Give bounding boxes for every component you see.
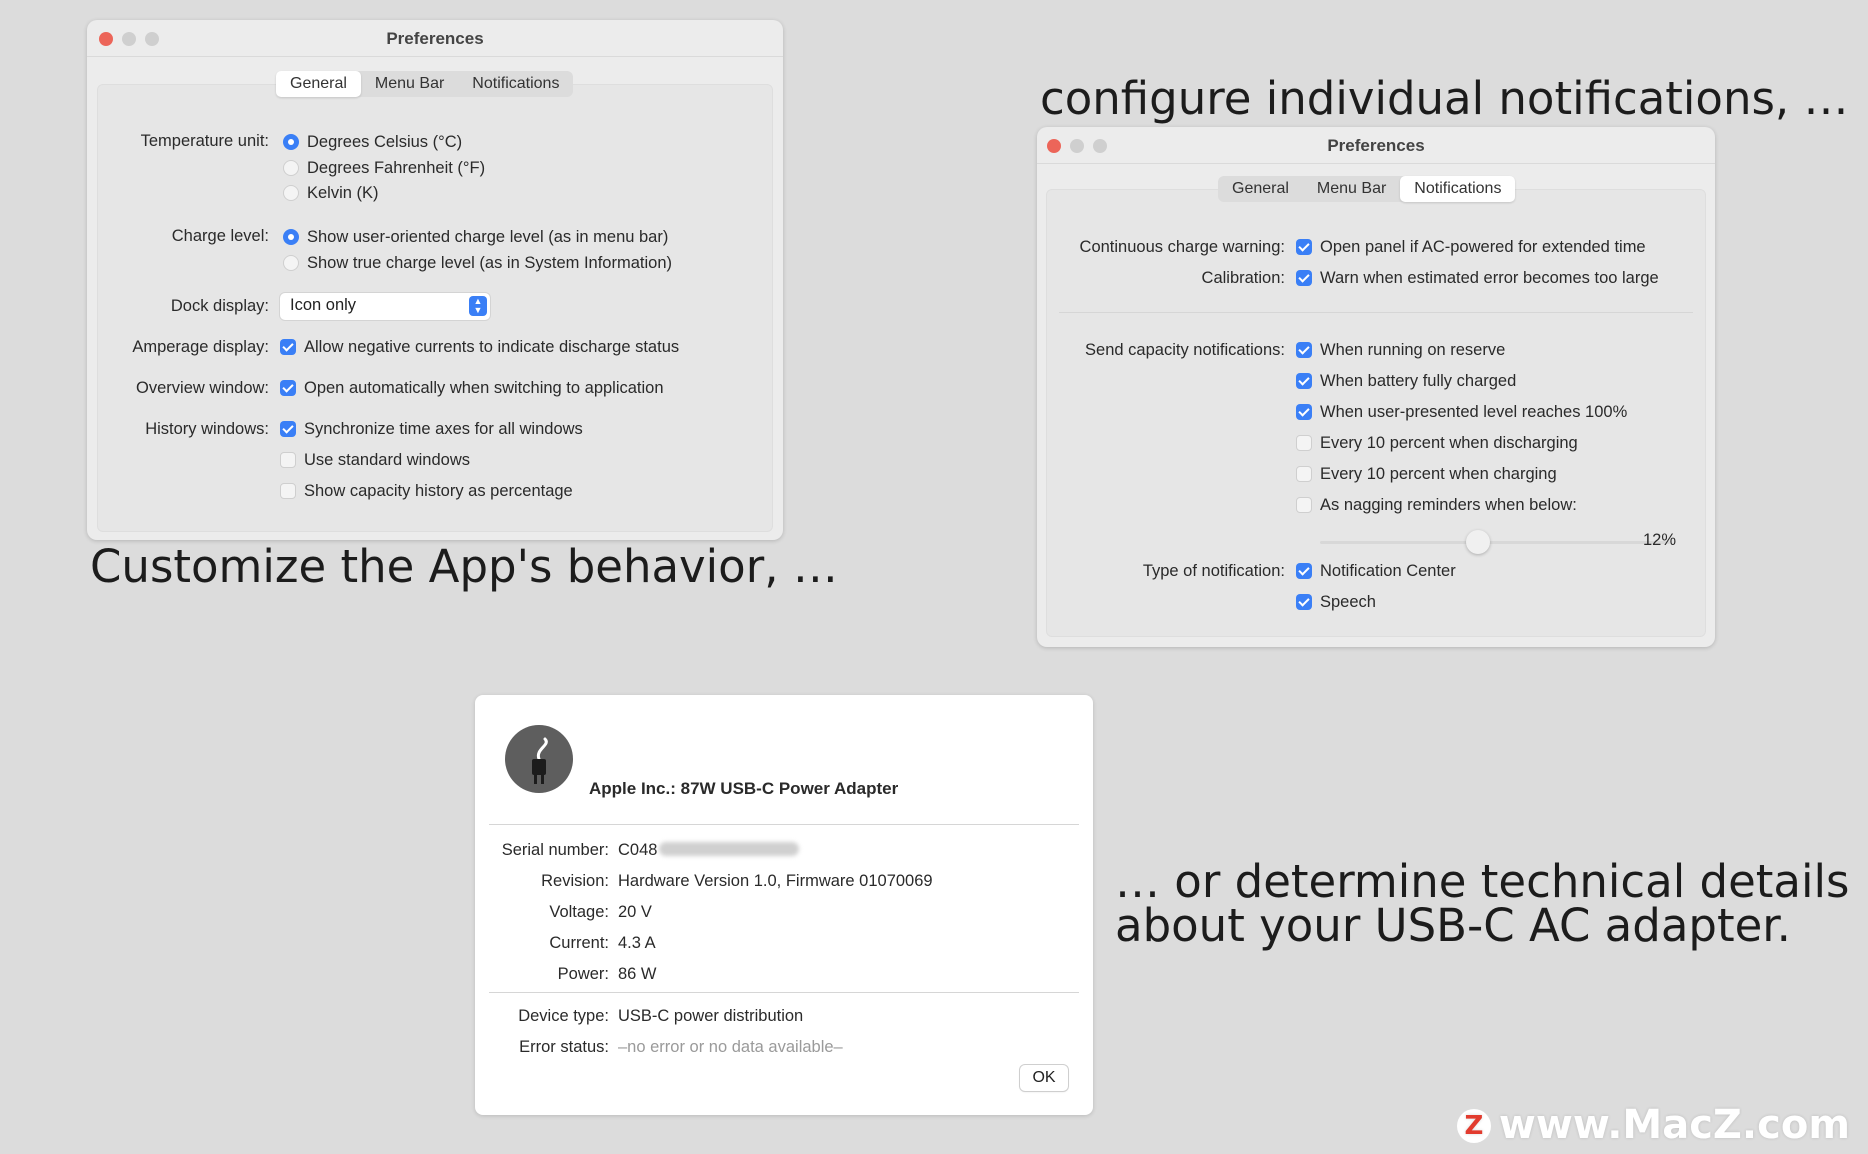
checkbox-negative-currents[interactable]: [280, 338, 679, 357]
general-preferences-window: [87, 20, 783, 540]
checkbox-speech[interactable]: [1296, 593, 1376, 612]
checkbox-off-icon: [280, 483, 296, 499]
calibration-label: Calibration:: [1201, 269, 1285, 287]
checkbox-on-icon: [1296, 342, 1312, 358]
checkbox-label: Allow negative currents to indicate discharge status: [304, 338, 680, 356]
window-title: Preferences: [1327, 136, 1425, 155]
checkbox-on-icon: [1296, 404, 1312, 420]
checkbox-label: Every 10 percent when discharging: [1320, 434, 1578, 452]
checkbox-on-icon: [1296, 270, 1312, 286]
tab-bar: [276, 71, 573, 97]
radio-off-icon: [283, 185, 299, 201]
current-value: 4.3 A: [618, 934, 656, 952]
checkbox-off-icon: [1296, 497, 1312, 513]
voltage-label: Voltage:: [549, 903, 609, 921]
checkbox-label: Use standard windows: [304, 451, 470, 469]
caption-details-line2: about your USB-C AC adapter.: [1115, 899, 1791, 952]
titlebar: [87, 20, 783, 57]
checkbox-on-icon: [1296, 563, 1312, 579]
macz-logo-icon: Z: [1457, 1109, 1491, 1143]
adapter-heading: Apple Inc.: 87W USB-C Power Adapter: [589, 779, 899, 798]
serial-number-text: C048: [618, 841, 658, 859]
revision-value: Hardware Version 1.0, Firmware 01070069: [618, 872, 933, 890]
radio-user-oriented-charge[interactable]: [283, 228, 668, 247]
nagging-slider-value: 12%: [1643, 531, 1677, 549]
checkbox-notification-center[interactable]: [1296, 562, 1456, 581]
divider: [489, 824, 1079, 825]
dock-display-value: Icon only: [290, 296, 357, 314]
radio-off-icon: [283, 255, 299, 271]
checkbox-nagging-reminders[interactable]: [1296, 496, 1577, 515]
checkbox-standard-windows[interactable]: [280, 451, 470, 470]
checkbox-estimated-error[interactable]: [1296, 269, 1659, 288]
caption-behavior: Customize the App's behavior, …: [90, 540, 838, 593]
dock-display-label: Dock display:: [170, 297, 269, 315]
checkbox-label: Open panel if AC-powered for extended time: [1320, 238, 1646, 256]
temperature-unit-label: Temperature unit:: [140, 132, 269, 150]
notifications-preferences-window: [1037, 127, 1715, 647]
serial-number-label: Serial number:: [501, 841, 609, 859]
checkbox-on-icon: [1296, 594, 1312, 610]
history-windows-label: History windows:: [145, 420, 269, 438]
checkbox-on-icon: [1296, 373, 1312, 389]
checkbox-label: Speech: [1320, 593, 1376, 611]
checkbox-off-icon: [1296, 435, 1312, 451]
checkbox-label: Every 10 percent when charging: [1320, 465, 1557, 483]
divider: [1059, 312, 1693, 313]
checkbox-label: Open automatically when switching to application: [304, 379, 664, 397]
checkbox-on-icon: [280, 421, 296, 437]
error-status-label: Error status:: [519, 1038, 609, 1056]
checkbox-label: When running on reserve: [1320, 341, 1506, 359]
ok-button[interactable]: OK: [1020, 1065, 1068, 1091]
checkbox-label: Warn when estimated error becomes too large: [1320, 269, 1659, 287]
device-type-label: Device type:: [518, 1007, 609, 1025]
checkbox-running-on-reserve[interactable]: [1296, 341, 1505, 360]
device-type-value: USB-C power distribution: [618, 1007, 804, 1025]
current-label: Current:: [549, 934, 609, 952]
radio-label: Degrees Fahrenheit (°F): [307, 159, 486, 177]
caption-notifications: configure individual notifications, …: [1040, 72, 1849, 125]
checkbox-on-icon: [280, 380, 296, 396]
notification-type-label: Type of notification:: [1142, 562, 1285, 580]
checkbox-off-icon: [1296, 466, 1312, 482]
radio-on-icon: [283, 229, 299, 245]
checkbox-label: When battery fully charged: [1320, 372, 1517, 390]
tab-general[interactable]: General: [276, 71, 361, 97]
checkbox-label: Notification Center: [1320, 562, 1456, 580]
radio-label: Show true charge level (as in System Information): [307, 254, 672, 272]
power-value: 86 W: [618, 965, 657, 983]
radio-label: Kelvin (K): [307, 184, 379, 202]
checkbox-label: As nagging reminders when below:: [1320, 496, 1577, 514]
charge-level-label: Charge level:: [171, 227, 269, 245]
radio-celsius[interactable]: [283, 133, 462, 152]
radio-off-icon: [283, 160, 299, 176]
checkbox-level-100[interactable]: [1296, 403, 1627, 422]
capacity-notifications-label: Send capacity notifications:: [1085, 341, 1285, 359]
window-title: Preferences: [386, 29, 484, 48]
nagging-slider-knob[interactable]: [1466, 530, 1490, 554]
power-label: Power:: [557, 965, 609, 983]
power-plug-icon: [505, 725, 573, 793]
adapter-info-panel: [475, 695, 1093, 1115]
checkbox-label: When user-presented level reaches 100%: [1320, 403, 1628, 421]
dock-display-popup[interactable]: [280, 293, 490, 320]
watermark-text: www.MacZ.com: [1498, 1102, 1850, 1148]
radio-true-charge[interactable]: [283, 254, 672, 273]
tab-notifications[interactable]: Notifications: [472, 75, 560, 92]
titlebar: [1037, 127, 1715, 164]
radio-label: Show user-oriented charge level (as in menu bar): [307, 228, 669, 246]
checkbox-fully-charged[interactable]: [1296, 372, 1516, 391]
voltage-value: 20 V: [618, 903, 652, 921]
error-status-value: –no error or no data available–: [618, 1038, 843, 1056]
revision-label: Revision:: [541, 872, 609, 890]
checkbox-on-icon: [1296, 239, 1312, 255]
checkbox-open-automatically[interactable]: [280, 379, 664, 398]
checkbox-label: Show capacity history as percentage: [304, 482, 573, 500]
tab-bar: [1218, 176, 1515, 202]
checkbox-on-icon: [280, 339, 296, 355]
tab-notifications[interactable]: Notifications: [1400, 176, 1515, 202]
overview-window-label: Overview window:: [136, 379, 269, 397]
continuous-charge-warning-label: Continuous charge warning:: [1079, 238, 1285, 256]
watermark: [1457, 1102, 1850, 1148]
tab-general[interactable]: General: [1232, 180, 1289, 197]
checkbox-open-panel-ac[interactable]: [1296, 238, 1646, 257]
chevron-up-down-icon: ▲ ▼: [469, 296, 487, 316]
radio-kelvin[interactable]: [283, 184, 379, 203]
radio-label: Degrees Celsius (°C): [307, 133, 463, 151]
amperage-display-label: Amperage display:: [132, 338, 269, 356]
checkbox-off-icon: [280, 452, 296, 468]
radio-on-icon: [283, 134, 299, 150]
tab-menu-bar[interactable]: Menu Bar: [374, 75, 445, 92]
checkbox-label: Synchronize time axes for all windows: [304, 420, 583, 438]
serial-number-value: [618, 841, 799, 860]
divider: [489, 992, 1079, 993]
checkbox-every-10-discharging[interactable]: [1296, 434, 1578, 453]
nagging-slider-track[interactable]: [1320, 541, 1670, 544]
caption-details-line1: … or determine technical details: [1115, 855, 1850, 908]
tab-menu-bar[interactable]: Menu Bar: [1316, 180, 1387, 197]
redacted-blur: [659, 842, 799, 856]
radio-fahrenheit[interactable]: [283, 159, 485, 178]
checkbox-capacity-percentage[interactable]: [280, 482, 573, 501]
checkbox-every-10-charging[interactable]: [1296, 465, 1557, 484]
checkbox-synchronize-time[interactable]: [280, 420, 583, 439]
